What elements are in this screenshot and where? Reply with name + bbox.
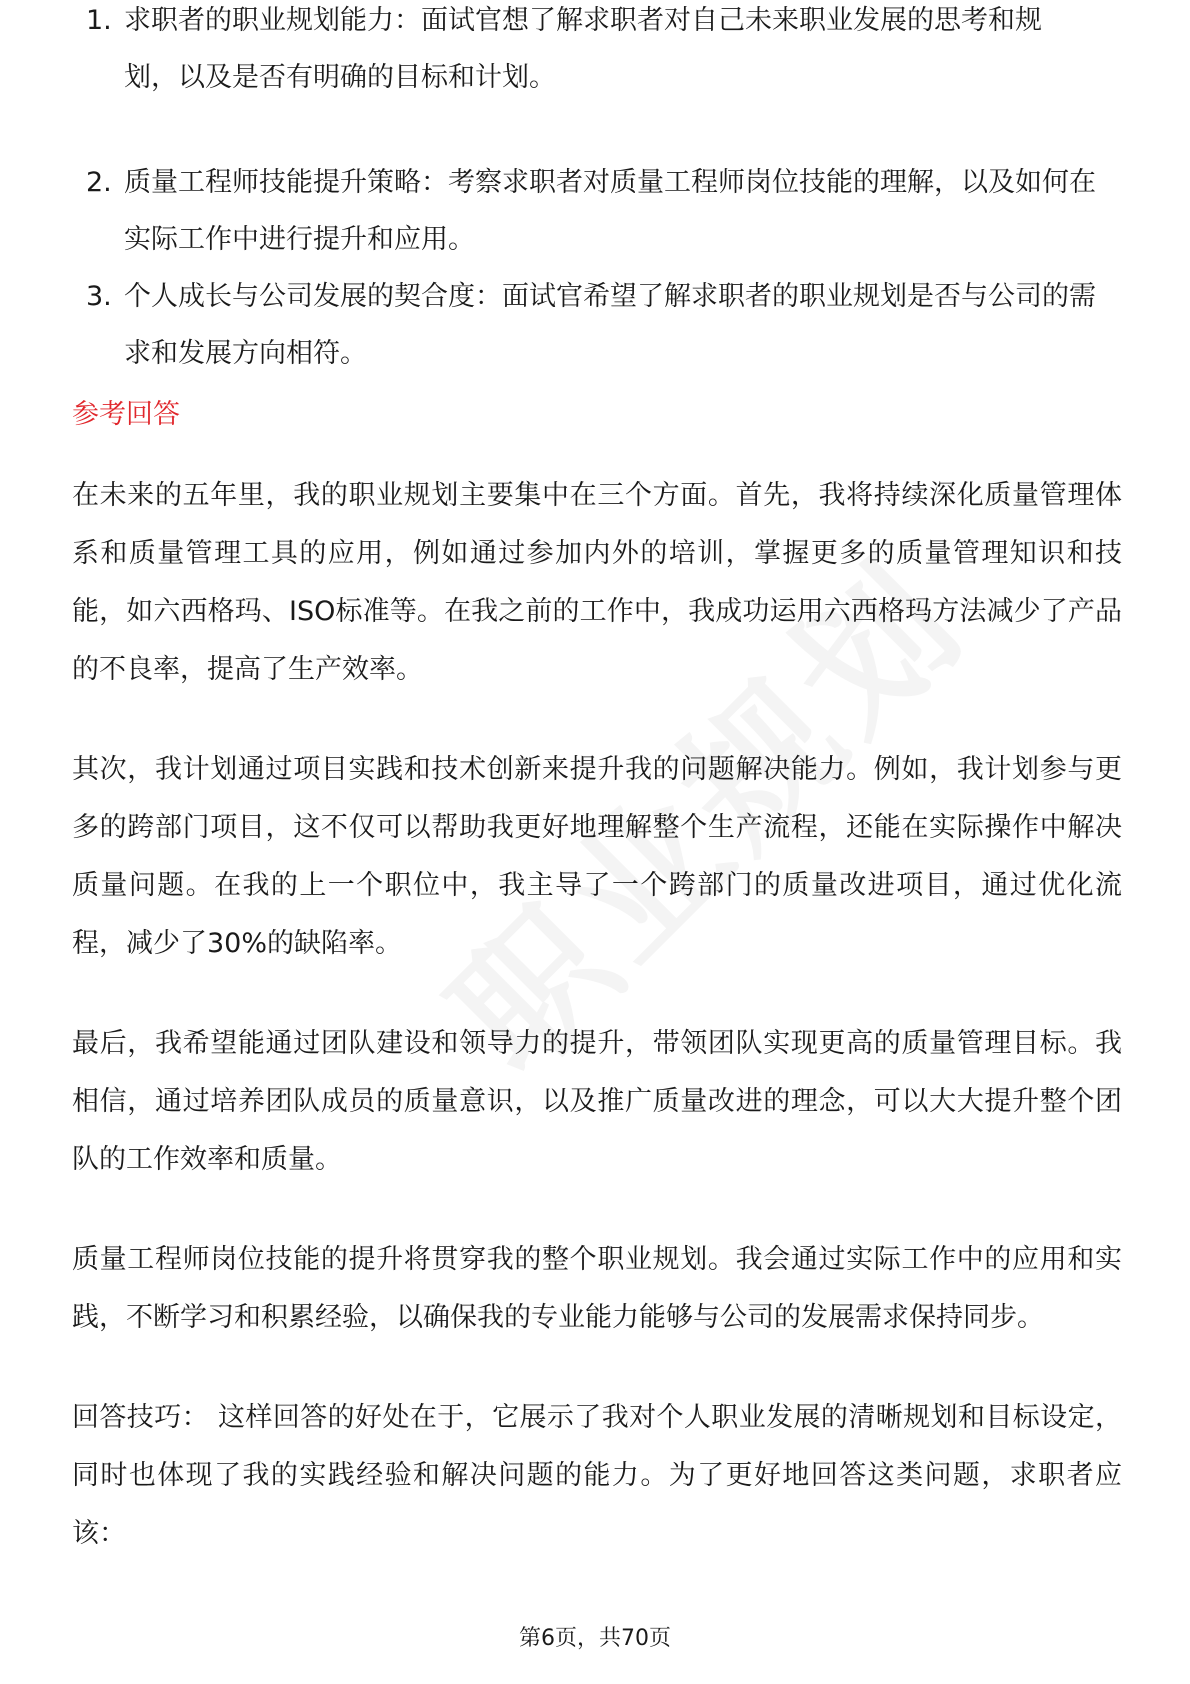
list-number: 2. <box>86 167 112 198</box>
paragraph: 最后，我希望能通过团队建设和领导力的提升，带领团队实现更高的质量管理目标。我相信，通过培养团队成员的质量意识，以及推广质量改进的理念，可以大大提升整个团队的工作效率和质量。 <box>72 1028 1122 1175</box>
list-item <box>72 5 1122 136</box>
paragraph: 在未来的五年里，我的职业规划主要集中在三个方面。首先，我将持续深化质量管理体系和质量管理工具的应用，例如通过参加内外的培训，掌握更多的质量管理知识和技能，如六西格玛、ISO标准等。在我之前的工作中，我成功运用六西格玛方法减少了产品的不良率，提高了生产效率。 <box>72 480 1122 685</box>
list-item-text: 质量工程师技能提升策略：考察求职者对质量工程师岗位技能的理解，以及如何在实际工作中进行提升和应用。 <box>124 167 1096 255</box>
page-number: 第6页，共70页 <box>519 1626 671 1651</box>
list-item-line-cropped: 求职者的职业规划能力：面试官想了解求职者对自己未来职业发展的思考和规 <box>124 5 1042 36</box>
paragraph: 质量工程师岗位技能的提升将贯穿我的整个职业规划。我会通过实际工作中的应用和实践，不断学习和积累经验，以确保我的专业能力能够与公司的发展需求保持同步。 <box>72 1244 1122 1333</box>
list-item-line: 划，以及是否有明确的目标和计划。 <box>124 62 556 93</box>
list-item <box>72 154 1122 268</box>
section-heading: 参考回答 <box>72 399 180 430</box>
answer-body <box>72 467 1122 1605</box>
criteria-list <box>72 5 1122 382</box>
list-item <box>72 268 1122 382</box>
paragraph: 回答技巧： 这样回答的好处在于，它展示了我对个人职业发展的清晰规划和目标设定，同时也体现了我的实践经验和解决问题的能力。为了更好地回答这类问题，求职者应该： <box>72 1402 1122 1549</box>
list-item-text: 个人成长与公司发展的契合度：面试官希望了解求职者的职业规划是否与公司的需求和发展方向相符。 <box>124 281 1096 369</box>
list-number: 3. <box>86 281 112 312</box>
paragraph: 其次，我计划通过项目实践和技术创新来提升我的问题解决能力。例如，我计划参与更多的跨部门项目，这不仅可以帮助我更好地理解整个生产流程，还能在实际操作中解决质量问题。在我的上一个职位中，我主导了一个跨部门的质量改进项目，通过优化流程，减少了30%的缺陷率。 <box>72 754 1122 959</box>
list-number: 1. <box>86 5 112 36</box>
